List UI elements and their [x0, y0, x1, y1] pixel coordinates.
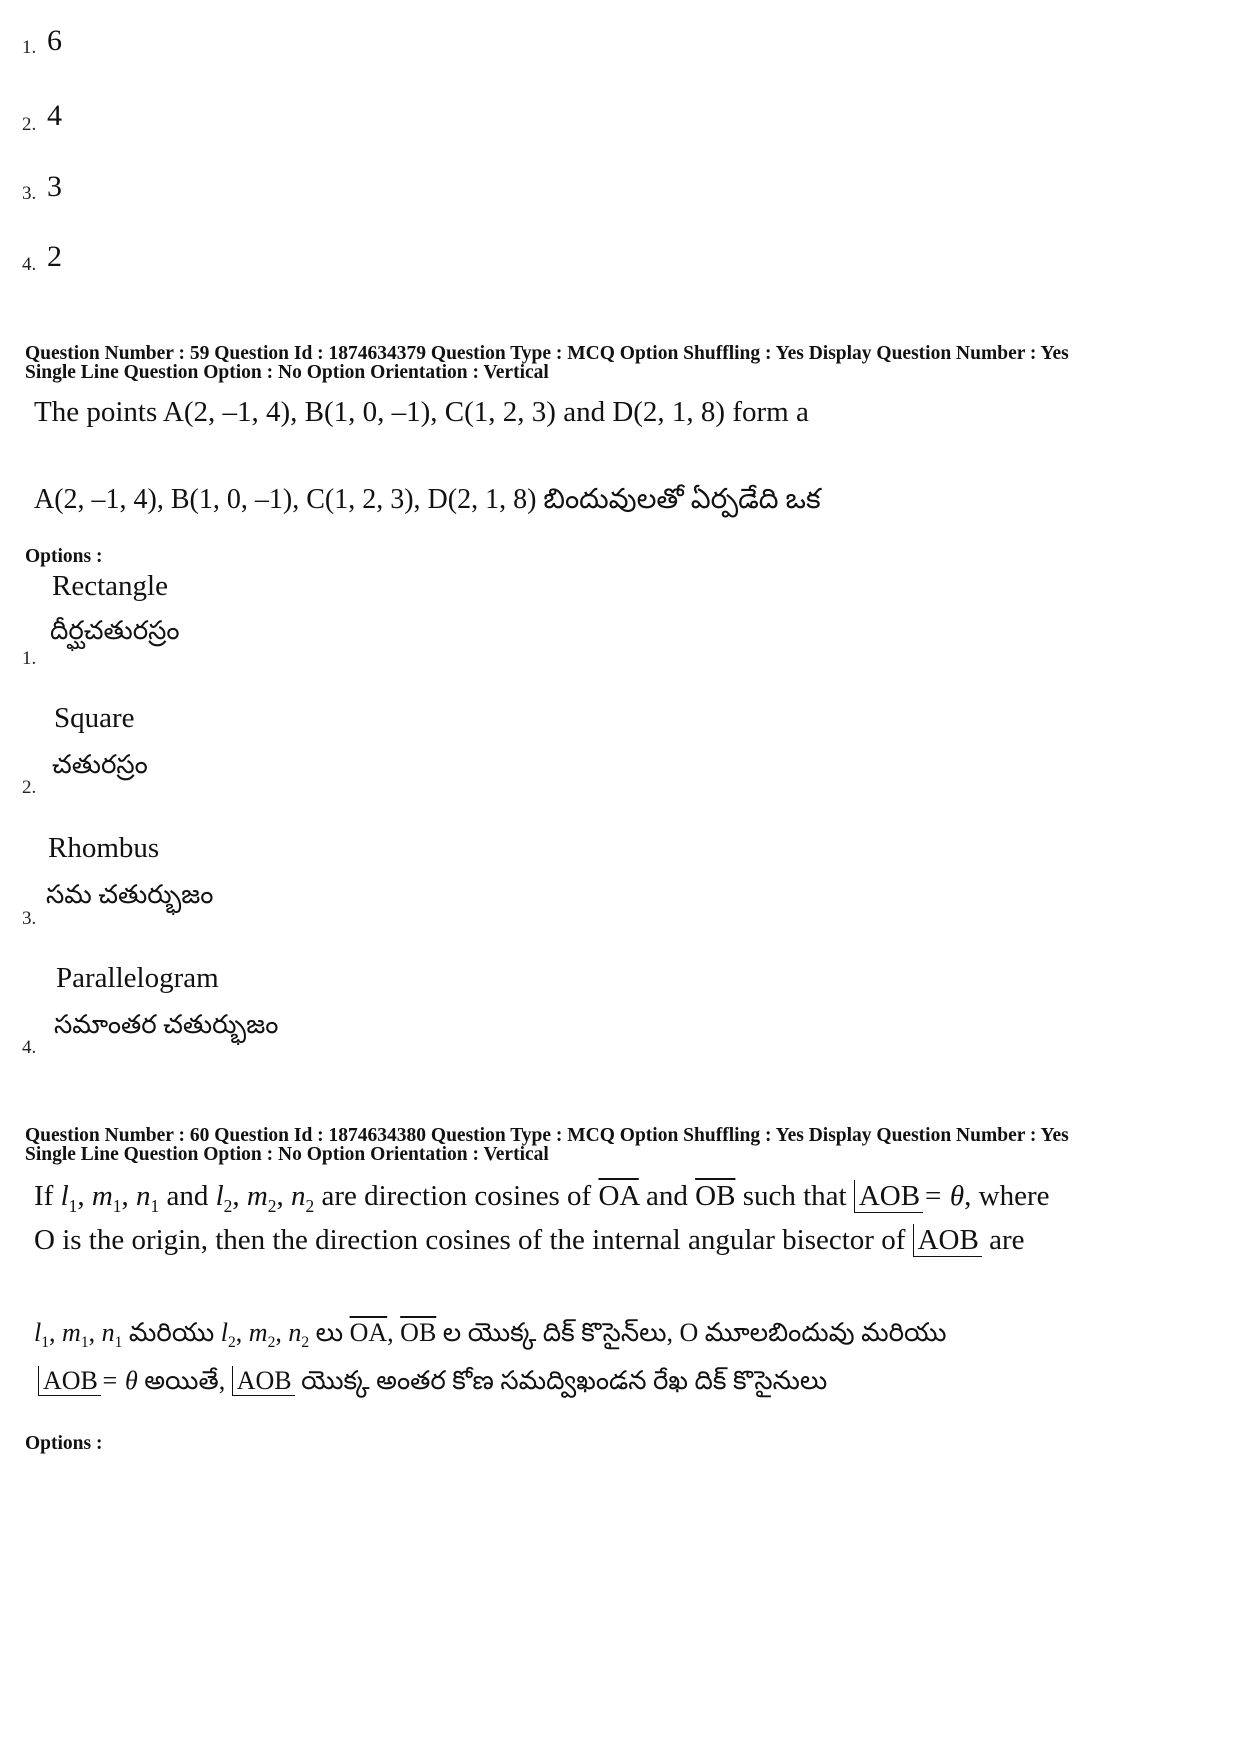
sub: 2 [267, 1334, 276, 1352]
word-ayithe: అయితే, [144, 1366, 226, 1395]
sep: , [232, 1180, 247, 1212]
option-number: 3. [22, 908, 37, 929]
word-where: , where [964, 1180, 1050, 1212]
angle-aob: AOB [232, 1366, 295, 1396]
sub: 1 [80, 1334, 89, 1352]
eq-theta: = θ [923, 1180, 965, 1212]
vector-ob: $\overline{OB}$ [400, 1318, 437, 1347]
var-n: n [101, 1318, 115, 1347]
sub: 1 [68, 1195, 78, 1216]
option-value: 2 [47, 240, 62, 273]
sub: 2 [228, 1334, 236, 1352]
option-text-telugu: దీర్ఘచతురస్రం [50, 616, 180, 645]
question-text-telugu-line2 [38, 1366, 827, 1402]
telugu-phrase: యొక్క అంతర కోణ సమద్విఖండన రేఖ దిక్ కొసైనులు [301, 1366, 828, 1395]
sep: , [276, 1180, 291, 1212]
word-if: If [34, 1180, 54, 1212]
eq-theta: = θ [100, 1366, 138, 1395]
sub: 1 [114, 1334, 123, 1352]
option-value: 3 [47, 170, 62, 203]
sub: 2 [301, 1334, 310, 1352]
question-text-english-line1 [34, 1180, 1050, 1217]
option-number: 2. [22, 777, 37, 798]
vector-oa: $\overline{OA}$ [598, 1180, 639, 1212]
word-are: are [989, 1224, 1025, 1256]
sep: , [235, 1318, 249, 1347]
sub: 1 [150, 1195, 160, 1216]
option-text-english: Rectangle [52, 570, 168, 602]
options-label: Options : [25, 1433, 103, 1454]
var-n: n [136, 1180, 151, 1212]
question-meta-line1: Question Number : 59 Question Id : 1874634379 Question Type : MCQ Option Shuffling : Yes Display Question Number : Yes [25, 343, 1069, 364]
question-meta-line1: Question Number : 60 Question Id : 1874634380 Question Type : MCQ Option Shuffling : Yes Display Question Number : Yes [25, 1125, 1069, 1146]
var-n: n [291, 1180, 306, 1212]
phrase-such-that: such that [742, 1180, 847, 1212]
sep: , [88, 1318, 102, 1347]
sub: 2 [223, 1195, 233, 1216]
angle-aob: AOB [913, 1224, 982, 1257]
var-l: l [220, 1318, 228, 1347]
vector-oa: $\overline{OA}$ [349, 1318, 388, 1347]
sub: 1 [41, 1334, 50, 1352]
var-m: m [91, 1180, 113, 1212]
sub: 2 [267, 1195, 277, 1216]
var-l: l [34, 1318, 42, 1347]
option-text-telugu: సమ చతుర్భుజం [46, 880, 214, 909]
question-text-telugu: A(2, –1, 4), B(1, 0, –1), C(1, 2, 3), D(2, 1, 8) బిందువులతో ఏర్పడేది ఒక [34, 484, 821, 515]
option-number: 4. [22, 1037, 37, 1058]
option-number: 1. [22, 648, 37, 669]
option-text-english: Square [54, 702, 135, 734]
option-number: 2. [22, 114, 37, 135]
question-text-telugu-line1 [34, 1318, 946, 1354]
options-label: Options : [25, 546, 103, 567]
phrase-origin: O is the origin, then the direction cosines of the internal angular bisector of [34, 1224, 906, 1256]
option-text-english: Parallelogram [56, 962, 219, 994]
sep: , [275, 1318, 289, 1347]
angle-aob: AOB [854, 1180, 923, 1213]
phrase-dc-of: are direction cosines of [321, 1180, 592, 1212]
angle-aob: AOB [38, 1366, 101, 1396]
question-text-english: The points A(2, –1, 4), B(1, 0, –1), C(1, 2, 3) and D(2, 1, 8) form a [34, 396, 809, 428]
sep: , [49, 1318, 63, 1347]
telugu-phrase: ల యొక్క దిక్ కొసైన్‌లు, O మూలబిందువు మరియు [442, 1318, 947, 1347]
option-text-telugu: సమాంతర చతుర్భుజం [54, 1010, 279, 1039]
var-l: l [60, 1180, 69, 1212]
question-meta-line2: Single Line Question Option : No Option Orientation : Vertical [25, 1144, 549, 1165]
var-n: n [288, 1318, 302, 1347]
question-meta-line2: Single Line Question Option : No Option Orientation : Vertical [25, 362, 549, 383]
option-number: 4. [22, 254, 37, 275]
var-m: m [248, 1318, 268, 1347]
vector-ob: $\overline{OB}$ [695, 1180, 736, 1212]
option-value: 4 [47, 99, 62, 132]
var-m: m [246, 1180, 268, 1212]
word-and: and [166, 1180, 209, 1212]
sub: 2 [305, 1195, 315, 1216]
option-number: 1. [22, 37, 37, 58]
sep: , [121, 1180, 136, 1212]
word-and: and [646, 1180, 688, 1212]
word-mariyu: మరియు [128, 1318, 215, 1347]
var-l: l [215, 1180, 224, 1212]
option-text-telugu: చతురస్రం [52, 750, 148, 779]
var-m: m [62, 1318, 81, 1347]
question-text-english-line2 [34, 1224, 1025, 1257]
sep: , [77, 1180, 92, 1212]
sub: 1 [112, 1195, 122, 1216]
sep: , [387, 1318, 394, 1347]
option-value: 6 [47, 24, 62, 57]
option-number: 3. [22, 183, 37, 204]
option-text-english: Rhombus [48, 832, 160, 864]
word-lu: లు [315, 1318, 344, 1347]
